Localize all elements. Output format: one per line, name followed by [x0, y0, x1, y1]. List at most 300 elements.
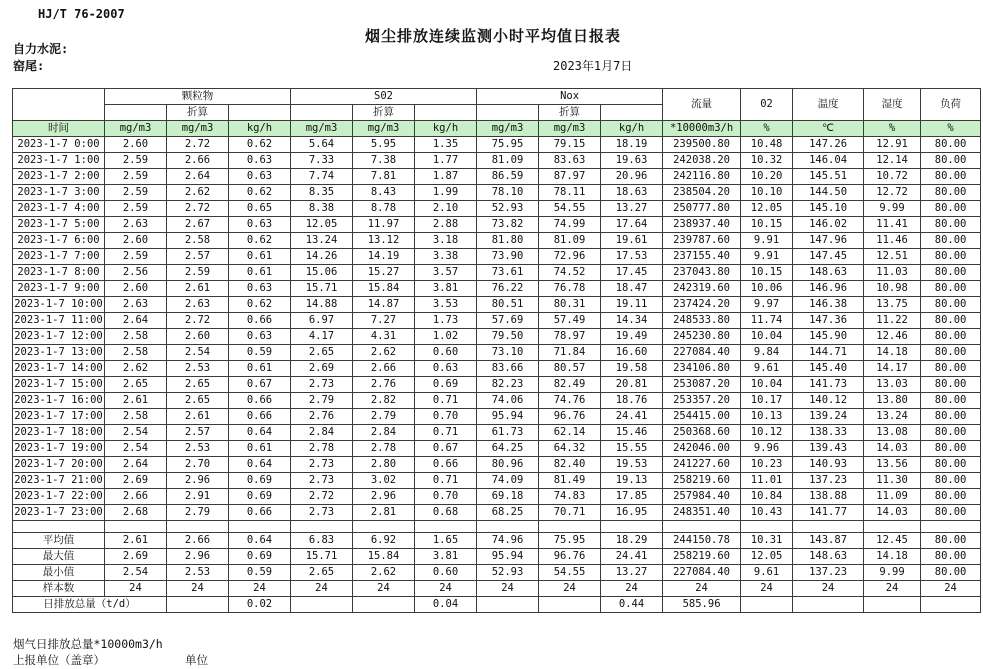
summary-value-cell: 24 [793, 581, 864, 597]
value-cell: 241227.60 [663, 457, 741, 473]
value-cell: 250368.60 [663, 425, 741, 441]
summary-value-cell: 12.45 [864, 533, 921, 549]
value-cell: 11.09 [864, 489, 921, 505]
value-cell: 80.57 [539, 361, 601, 377]
value-cell: 0.66 [229, 409, 291, 425]
value-cell: 73.82 [477, 217, 539, 233]
time-cell: 2023-1-7 23:00 [13, 505, 105, 521]
time-cell: 2023-1-7 18:00 [13, 425, 105, 441]
value-cell: 15.71 [291, 281, 353, 297]
hour-row [13, 441, 981, 457]
time-cell: 2023-1-7 10:00 [13, 297, 105, 313]
empty-header-cell [601, 105, 663, 121]
value-cell: 81.09 [477, 153, 539, 169]
time-cell: 2023-1-7 2:00 [13, 169, 105, 185]
value-cell: 0.62 [229, 137, 291, 153]
value-cell: 80.00 [921, 473, 981, 489]
value-cell: 237155.40 [663, 249, 741, 265]
hour-row [13, 457, 981, 473]
value-cell: 15.46 [601, 425, 663, 441]
value-cell: 5.64 [291, 137, 353, 153]
unit-header: kg/h [229, 121, 291, 137]
value-cell: 0.67 [229, 377, 291, 393]
value-cell: 14.26 [291, 249, 353, 265]
value-cell: 258219.60 [663, 473, 741, 489]
hour-row [13, 329, 981, 345]
value-cell: 13.12 [353, 233, 415, 249]
value-cell: 57.49 [539, 313, 601, 329]
unit-header: mg/m3 [105, 121, 167, 137]
daily-total-value-cell [864, 597, 921, 613]
empty-cell [105, 521, 167, 533]
value-cell: 2.60 [167, 329, 229, 345]
value-cell: 10.15 [741, 265, 793, 281]
summary-label-cell: 最大值 [13, 549, 105, 565]
value-cell: 237424.20 [663, 297, 741, 313]
unit-label: 单位 [185, 653, 208, 667]
value-cell: 12.14 [864, 153, 921, 169]
unit-header: % [864, 121, 921, 137]
summary-value-cell: 6.92 [353, 533, 415, 549]
empty-cell [353, 521, 415, 533]
value-cell: 62.14 [539, 425, 601, 441]
value-cell: 2.72 [291, 489, 353, 505]
time-cell: 2023-1-7 16:00 [13, 393, 105, 409]
value-cell: 2.60 [105, 233, 167, 249]
value-cell: 0.67 [415, 441, 477, 457]
value-cell: 2.61 [105, 393, 167, 409]
summary-value-cell: 9.99 [864, 565, 921, 581]
value-cell: 253087.20 [663, 377, 741, 393]
report-table [12, 88, 981, 613]
value-cell: 74.99 [539, 217, 601, 233]
summary-value-cell: 1.65 [415, 533, 477, 549]
value-cell: 2.59 [105, 201, 167, 217]
summary-value-cell: 24 [167, 581, 229, 597]
value-cell: 14.03 [864, 441, 921, 457]
value-cell: 147.36 [793, 313, 864, 329]
summary-row [13, 533, 981, 549]
hour-row [13, 169, 981, 185]
value-cell: 2.66 [105, 489, 167, 505]
time-cell: 2023-1-7 19:00 [13, 441, 105, 457]
value-cell: 227084.40 [663, 345, 741, 361]
value-cell: 72.96 [539, 249, 601, 265]
summary-value-cell: 3.81 [415, 549, 477, 565]
value-cell: 82.40 [539, 457, 601, 473]
value-cell: 237043.80 [663, 265, 741, 281]
value-cell: 80.00 [921, 425, 981, 441]
value-cell: 82.49 [539, 377, 601, 393]
value-cell: 78.97 [539, 329, 601, 345]
summary-value-cell: 2.96 [167, 549, 229, 565]
time-cell: 2023-1-7 21:00 [13, 473, 105, 489]
empty-cell [229, 521, 291, 533]
empty-header-cell [477, 105, 539, 121]
value-cell: 80.00 [921, 441, 981, 457]
value-cell: 80.00 [921, 137, 981, 153]
summary-value-cell: 148.63 [793, 549, 864, 565]
value-cell: 141.73 [793, 377, 864, 393]
value-cell: 2.81 [353, 505, 415, 521]
value-cell: 2.53 [167, 361, 229, 377]
value-cell: 2.56 [105, 265, 167, 281]
value-cell: 9.91 [741, 249, 793, 265]
time-column-header: 时间 [13, 121, 105, 137]
hour-row [13, 249, 981, 265]
summary-value-cell: 80.00 [921, 533, 981, 549]
value-cell: 10.13 [741, 409, 793, 425]
value-cell: 141.77 [793, 505, 864, 521]
value-cell: 250777.80 [663, 201, 741, 217]
summary-value-cell: 24 [539, 581, 601, 597]
value-cell: 0.69 [229, 489, 291, 505]
value-cell: 80.00 [921, 169, 981, 185]
value-cell: 140.12 [793, 393, 864, 409]
summary-row [13, 549, 981, 565]
time-cell: 2023-1-7 22:00 [13, 489, 105, 505]
value-cell: 10.15 [741, 217, 793, 233]
value-cell: 254415.00 [663, 409, 741, 425]
value-cell: 2.79 [353, 409, 415, 425]
value-cell: 148.63 [793, 265, 864, 281]
value-cell: 17.53 [601, 249, 663, 265]
value-cell: 2.96 [353, 489, 415, 505]
summary-value-cell: 24 [864, 581, 921, 597]
value-cell: 10.17 [741, 393, 793, 409]
value-cell: 2.66 [167, 153, 229, 169]
value-cell: 144.71 [793, 345, 864, 361]
value-cell: 13.24 [864, 409, 921, 425]
value-cell: 242319.60 [663, 281, 741, 297]
time-cell: 2023-1-7 6:00 [13, 233, 105, 249]
time-cell: 2023-1-7 8:00 [13, 265, 105, 281]
value-cell: 57.69 [477, 313, 539, 329]
value-cell: 18.76 [601, 393, 663, 409]
empty-cell [793, 521, 864, 533]
value-cell: 0.69 [415, 377, 477, 393]
daily-total-value-cell: 585.96 [663, 597, 741, 613]
empty-header-cell [229, 105, 291, 121]
value-cell: 12.05 [291, 217, 353, 233]
value-cell: 2.62 [105, 361, 167, 377]
value-cell: 147.96 [793, 233, 864, 249]
value-cell: 2.62 [353, 345, 415, 361]
empty-header-cell [415, 105, 477, 121]
empty-header-cell [291, 105, 353, 121]
value-cell: 8.43 [353, 185, 415, 201]
value-cell: 52.93 [477, 201, 539, 217]
value-cell: 16.95 [601, 505, 663, 521]
value-cell: 80.96 [477, 457, 539, 473]
value-cell: 0.66 [229, 313, 291, 329]
humidity-header: 湿度 [864, 89, 921, 121]
nox-converted-header: 折算 [539, 105, 601, 121]
value-cell: 76.22 [477, 281, 539, 297]
unit-header: kg/h [415, 121, 477, 137]
value-cell: 1.35 [415, 137, 477, 153]
value-cell: 0.62 [229, 233, 291, 249]
value-cell: 61.73 [477, 425, 539, 441]
value-cell: 2.88 [415, 217, 477, 233]
value-cell: 10.06 [741, 281, 793, 297]
value-cell: 10.84 [741, 489, 793, 505]
value-cell: 80.31 [539, 297, 601, 313]
value-cell: 253357.20 [663, 393, 741, 409]
summary-value-cell: 80.00 [921, 565, 981, 581]
hour-row [13, 345, 981, 361]
value-cell: 7.33 [291, 153, 353, 169]
value-cell: 13.27 [601, 201, 663, 217]
value-cell: 3.53 [415, 297, 477, 313]
time-cell: 2023-1-7 14:00 [13, 361, 105, 377]
value-cell: 17.45 [601, 265, 663, 281]
value-cell: 146.04 [793, 153, 864, 169]
value-cell: 69.18 [477, 489, 539, 505]
hour-row [13, 377, 981, 393]
value-cell: 242116.80 [663, 169, 741, 185]
value-cell: 12.05 [741, 201, 793, 217]
value-cell: 80.00 [921, 329, 981, 345]
value-cell: 11.22 [864, 313, 921, 329]
value-cell: 242046.00 [663, 441, 741, 457]
time-cell: 2023-1-7 13:00 [13, 345, 105, 361]
hour-row [13, 361, 981, 377]
value-cell: 2.54 [167, 345, 229, 361]
value-cell: 2.69 [105, 473, 167, 489]
value-cell: 81.49 [539, 473, 601, 489]
value-cell: 83.66 [477, 361, 539, 377]
summary-value-cell: 75.95 [539, 533, 601, 549]
value-cell: 3.18 [415, 233, 477, 249]
value-cell: 2.58 [105, 409, 167, 425]
unit-header: ℃ [793, 121, 864, 137]
value-cell: 78.10 [477, 185, 539, 201]
value-cell: 80.00 [921, 153, 981, 169]
value-cell: 20.96 [601, 169, 663, 185]
value-cell: 14.17 [864, 361, 921, 377]
value-cell: 1.87 [415, 169, 477, 185]
value-cell: 19.53 [601, 457, 663, 473]
summary-row [13, 565, 981, 581]
unit-header: % [741, 121, 793, 137]
value-cell: 74.09 [477, 473, 539, 489]
daily-total-value-cell [793, 597, 864, 613]
value-cell: 81.09 [539, 233, 601, 249]
summary-value-cell: 54.55 [539, 565, 601, 581]
value-cell: 10.43 [741, 505, 793, 521]
value-cell: 248533.80 [663, 313, 741, 329]
blank-row [13, 521, 981, 533]
value-cell: 2.78 [353, 441, 415, 457]
value-cell: 5.95 [353, 137, 415, 153]
value-cell: 95.94 [477, 409, 539, 425]
summary-label-cell: 样本数 [13, 581, 105, 597]
value-cell: 1.02 [415, 329, 477, 345]
site-label: 窑尾: [13, 59, 45, 73]
value-cell: 138.88 [793, 489, 864, 505]
value-cell: 0.62 [229, 297, 291, 313]
summary-value-cell: 2.54 [105, 565, 167, 581]
hour-row [13, 489, 981, 505]
value-cell: 2.58 [105, 345, 167, 361]
value-cell: 2.64 [105, 313, 167, 329]
unit-header: mg/m3 [477, 121, 539, 137]
value-cell: 80.00 [921, 281, 981, 297]
value-cell: 14.87 [353, 297, 415, 313]
value-cell: 2.72 [167, 201, 229, 217]
value-cell: 19.11 [601, 297, 663, 313]
value-cell: 14.19 [353, 249, 415, 265]
hour-row [13, 473, 981, 489]
summary-label-cell: 最小值 [13, 565, 105, 581]
value-cell: 0.61 [229, 361, 291, 377]
daily-total-value-cell [741, 597, 793, 613]
value-cell: 10.32 [741, 153, 793, 169]
value-cell: 74.52 [539, 265, 601, 281]
summary-value-cell: 24.41 [601, 549, 663, 565]
value-cell: 80.00 [921, 505, 981, 521]
value-cell: 80.00 [921, 393, 981, 409]
so2-converted-header: 折算 [353, 105, 415, 121]
value-cell: 73.10 [477, 345, 539, 361]
value-cell: 257984.40 [663, 489, 741, 505]
value-cell: 11.01 [741, 473, 793, 489]
value-cell: 2.59 [105, 185, 167, 201]
value-cell: 15.55 [601, 441, 663, 457]
hour-row [13, 153, 981, 169]
value-cell: 2.59 [105, 169, 167, 185]
time-cell: 2023-1-7 17:00 [13, 409, 105, 425]
value-cell: 2.96 [167, 473, 229, 489]
value-cell: 2.60 [105, 281, 167, 297]
value-cell: 2.58 [105, 329, 167, 345]
value-cell: 2.65 [105, 377, 167, 393]
value-cell: 16.60 [601, 345, 663, 361]
value-cell: 0.71 [415, 425, 477, 441]
value-cell: 0.66 [229, 505, 291, 521]
value-cell: 147.26 [793, 137, 864, 153]
value-cell: 3.38 [415, 249, 477, 265]
summary-value-cell: 244150.78 [663, 533, 741, 549]
summary-value-cell: 2.62 [353, 565, 415, 581]
value-cell: 80.00 [921, 409, 981, 425]
summary-value-cell: 24 [741, 581, 793, 597]
value-cell: 2.63 [105, 217, 167, 233]
value-cell: 145.51 [793, 169, 864, 185]
value-cell: 2.67 [167, 217, 229, 233]
hour-row [13, 233, 981, 249]
value-cell: 10.10 [741, 185, 793, 201]
value-cell: 75.95 [477, 137, 539, 153]
value-cell: 0.65 [229, 201, 291, 217]
empty-cell [921, 521, 981, 533]
empty-cell [741, 521, 793, 533]
value-cell: 2.76 [291, 409, 353, 425]
summary-row [13, 581, 981, 597]
value-cell: 2.61 [167, 409, 229, 425]
value-cell: 18.47 [601, 281, 663, 297]
report-date: 2023年1月7日 [553, 59, 633, 73]
value-cell: 3.57 [415, 265, 477, 281]
value-cell: 8.35 [291, 185, 353, 201]
daily-total-value-cell [921, 597, 981, 613]
time-cell: 2023-1-7 20:00 [13, 457, 105, 473]
value-cell: 7.74 [291, 169, 353, 185]
value-cell: 2.70 [167, 457, 229, 473]
value-cell: 7.81 [353, 169, 415, 185]
value-cell: 15.84 [353, 281, 415, 297]
value-cell: 96.76 [539, 409, 601, 425]
unit-header: % [921, 121, 981, 137]
value-cell: 11.74 [741, 313, 793, 329]
value-cell: 2.84 [291, 425, 353, 441]
value-cell: 13.75 [864, 297, 921, 313]
hour-row [13, 505, 981, 521]
summary-value-cell: 227084.40 [663, 565, 741, 581]
value-cell: 2.62 [167, 185, 229, 201]
value-cell: 80.00 [921, 361, 981, 377]
daily-total-value-cell [291, 597, 353, 613]
value-cell: 2.79 [167, 505, 229, 521]
value-cell: 8.78 [353, 201, 415, 217]
value-cell: 2.63 [105, 297, 167, 313]
value-cell: 137.23 [793, 473, 864, 489]
value-cell: 0.64 [229, 425, 291, 441]
value-cell: 10.12 [741, 425, 793, 441]
value-cell: 15.27 [353, 265, 415, 281]
value-cell: 10.98 [864, 281, 921, 297]
value-cell: 9.97 [741, 297, 793, 313]
flow-header: 流量 [663, 89, 741, 121]
value-cell: 13.56 [864, 457, 921, 473]
value-cell: 76.78 [539, 281, 601, 297]
summary-value-cell: 24 [353, 581, 415, 597]
value-cell: 11.03 [864, 265, 921, 281]
value-cell: 0.59 [229, 345, 291, 361]
value-cell: 0.61 [229, 265, 291, 281]
value-cell: 2.60 [105, 137, 167, 153]
value-cell: 9.96 [741, 441, 793, 457]
page-title: 烟尘排放连续监测小时平均值日报表 [365, 27, 622, 45]
summary-value-cell: 10.31 [741, 533, 793, 549]
value-cell: 13.03 [864, 377, 921, 393]
value-cell: 80.00 [921, 489, 981, 505]
value-cell: 146.96 [793, 281, 864, 297]
value-cell: 82.23 [477, 377, 539, 393]
value-cell: 0.63 [229, 329, 291, 345]
hour-row [13, 217, 981, 233]
value-cell: 11.41 [864, 217, 921, 233]
load-header: 负荷 [921, 89, 981, 121]
time-cell: 2023-1-7 0:00 [13, 137, 105, 153]
daily-total-value-cell: 0.02 [229, 597, 291, 613]
value-cell: 3.02 [353, 473, 415, 489]
value-cell: 140.93 [793, 457, 864, 473]
value-cell: 11.30 [864, 473, 921, 489]
summary-value-cell: 96.76 [539, 549, 601, 565]
value-cell: 18.63 [601, 185, 663, 201]
value-cell: 2.73 [291, 457, 353, 473]
time-header-spacer [13, 89, 105, 121]
value-cell: 2.72 [167, 137, 229, 153]
empty-cell [601, 521, 663, 533]
value-cell: 2.78 [291, 441, 353, 457]
value-cell: 238937.40 [663, 217, 741, 233]
value-cell: 2.69 [291, 361, 353, 377]
value-cell: 9.61 [741, 361, 793, 377]
value-cell: 2.53 [167, 441, 229, 457]
